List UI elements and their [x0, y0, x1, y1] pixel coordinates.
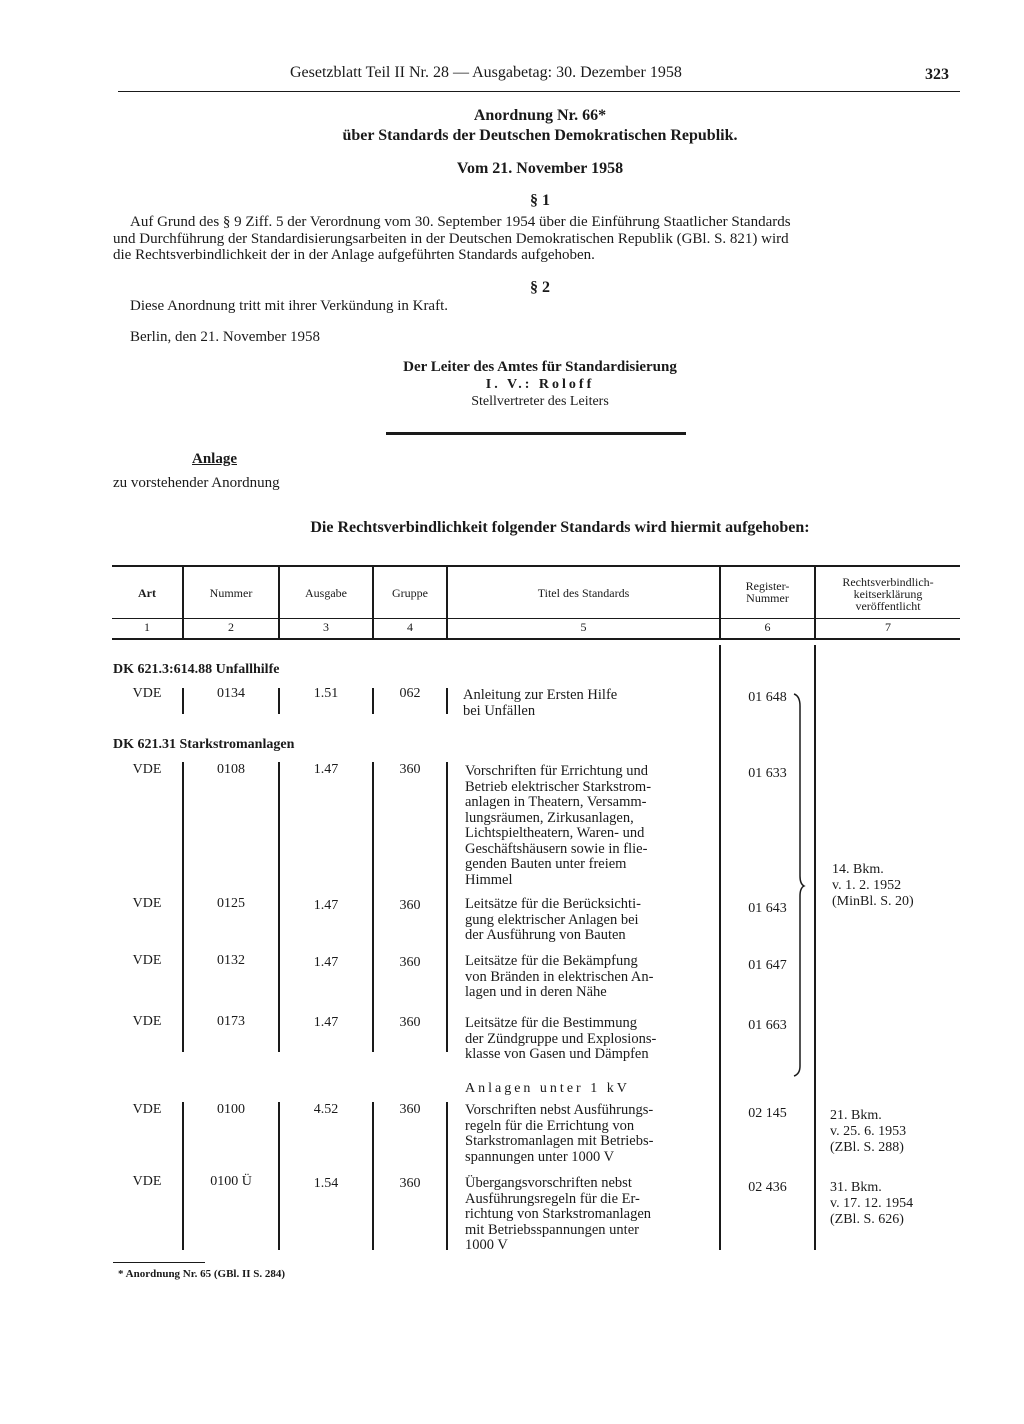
signatory-office: Der Leiter des Amtes für Standardisierung: [403, 359, 677, 375]
table-cell-ausgabe: 1.47: [313, 762, 339, 777]
table-cell-nummer: 0100 Ü: [210, 1174, 252, 1189]
table-row: VDE: [132, 896, 162, 911]
table-top-rule: [112, 565, 960, 567]
group-heading-starkstrom: DK 621.31 Starkstromanlagen: [113, 737, 295, 752]
ordinance-title: Anordnung Nr. 66*: [473, 107, 607, 124]
header-rule: [118, 91, 960, 92]
publication-note: 14. Bkm. v. 1. 2. 1952 (MinBl. S. 20): [832, 862, 914, 909]
table-cell-gruppe: 360: [399, 1015, 421, 1030]
table-cell-nummer: 0125: [217, 896, 245, 911]
table-header-rule: [112, 618, 960, 619]
table-cell-gruppe: 360: [399, 762, 421, 777]
table-row: VDE: [132, 953, 162, 968]
table-cell-titel: Vorschriften nebst Ausführungs- regeln für die Errichtung von Starkstromanlagen mit Betriebs- spannungen unter 1000 V: [465, 1102, 654, 1165]
table-cell-titel: Leitsätze für die Bekämpfung von Bränden in elektrischen An- lagen und in deren Nähe: [465, 953, 654, 1000]
group2-col-sep-4: [446, 762, 448, 1052]
ordinance-date: Vom 21. November 1958: [456, 160, 624, 177]
table-cell-nummer: 0100: [217, 1102, 245, 1117]
col-header-veroeffentlicht: Rechtsverbindlich- keitserklärung veröffentlicht: [842, 575, 934, 613]
table-row: VDE: [132, 1174, 162, 1189]
table-colnum-rule: [112, 638, 960, 640]
col-header-ausgabe: Ausgabe: [305, 586, 347, 600]
place-date: Berlin, den 21. November 1958: [130, 329, 320, 345]
table-cell-nummer: 0134: [217, 686, 245, 701]
table-cell-titel: Vorschriften für Errichtung und Betrieb elektrischer Starkstrom- anlagen in Theatern, Versamm- lungsräumen, Zirkusanlagen, Lichtspieltheatern, Waren- und Geschäftshäusern sowie in flie- genden Bauten unter freiem Himmel: [465, 763, 652, 888]
table-cell-ausgabe: 4.52: [313, 1102, 339, 1117]
footnote-rule: [113, 1262, 205, 1263]
brace-bracket: [792, 690, 808, 1080]
table-cell-gruppe: 360: [399, 1176, 421, 1191]
table-cell-ausgabe: 1.47: [313, 1015, 339, 1030]
table-cell-gruppe: 360: [399, 1102, 421, 1117]
group-heading-unfallhilfe: DK 621.3:614.88 Unfallhilfe: [113, 662, 280, 677]
table-cell-nummer: 0108: [217, 762, 245, 777]
table-cell-nummer: 0173: [217, 1014, 245, 1029]
table-cell-gruppe: 360: [399, 898, 421, 913]
ordinance-subtitle: über Standards der Deutschen Demokratischen Republik.: [342, 127, 738, 144]
col-header-titel: Titel des Standards: [537, 586, 630, 600]
table-cell-register: 02 436: [748, 1180, 787, 1195]
annex-label: Anlage: [192, 451, 237, 467]
col-number-4: 4: [407, 620, 413, 634]
signatory-name: I. V.: Roloff: [485, 377, 595, 392]
table-cell-ausgabe: 1.51: [313, 686, 339, 701]
col-number-5: 5: [580, 620, 587, 634]
table-row: VDE: [132, 1014, 162, 1029]
table-cell-register: 01 663: [748, 1018, 787, 1033]
lowgroup-col-sep-4: [446, 1102, 448, 1250]
table-cell-ausgabe: 1.54: [313, 1176, 339, 1191]
col-number-3: 3: [323, 620, 329, 634]
section-2-text: Diese Anordnung tritt mit ihrer Verkündung in Kraft.: [130, 298, 449, 314]
table-cell-ausgabe: 1.47: [313, 898, 339, 913]
page-number: 323: [925, 66, 949, 83]
signatory-role: Stellvertreter des Leiters: [471, 394, 609, 409]
table-row: VDE: [132, 1102, 162, 1117]
table-title: Die Rechtsverbindlichkeit folgender Standards wird hiermit aufgehoben:: [310, 519, 810, 536]
section-1-line-1: Auf Grund des § 9 Ziff. 5 der Verordnung vom 30. September 1954 über die Einführung Staatlicher Standards: [130, 214, 791, 230]
col-number-7: 7: [885, 620, 891, 634]
col-header-nummer: Nummer: [209, 586, 253, 600]
section-1-line-3: die Rechtsverbindlichkeit der in der Anlage aufgeführten Standards aufgehoben.: [113, 247, 595, 263]
table-cell-register: 01 648: [748, 690, 787, 705]
publication-note: 31. Bkm. v. 17. 12. 1954 (ZBl. S. 626): [830, 1180, 914, 1227]
col-header-art: Art: [138, 586, 156, 600]
section-2-mark: § 2: [530, 279, 550, 296]
annex-sublabel: zu vorstehender Anordnung: [113, 475, 280, 491]
table-row: VDE: [132, 686, 162, 701]
footnote: * Anordnung Nr. 65 (GBl. II S. 284): [118, 1268, 286, 1280]
publication-note: 21. Bkm. v. 25. 6. 1953 (ZBl. S. 288): [830, 1108, 907, 1155]
table-cell-ausgabe: 1.47: [313, 955, 339, 970]
table-cell-titel: Leitsätze für die Berücksichti- gung elektrischer Anlagen bei der Ausführung von Bauten: [465, 896, 641, 943]
table-cell-register: 02 145: [748, 1106, 787, 1121]
body-col-sep-register: [719, 645, 721, 1250]
subgroup-heading: Anlagen unter 1 kV: [465, 1081, 630, 1096]
table-cell-register: 01 643: [748, 901, 787, 916]
section-1-mark: § 1: [530, 192, 550, 209]
table-cell-register: 01 633: [748, 766, 787, 781]
running-title: Gesetzblatt Teil II Nr. 28 — Ausgabetag: 30. Dezember 1958: [290, 64, 682, 81]
col-number-2: 2: [228, 620, 234, 634]
table-cell-nummer: 0132: [217, 953, 245, 968]
table-cell-titel: Leitsätze für die Bestimmung der Zündgruppe und Explosions- klasse von Gasen und Dämpfen: [465, 1015, 657, 1062]
table-cell-titel: Übergangsvorschriften nebst Ausführungsregeln für die Er- richtung von Starkstromanlagen mit Betriebsspannungen unter 1000 V: [465, 1175, 652, 1253]
col-header-register: Register- Nummer: [745, 579, 790, 605]
table-cell-titel: Anleitung zur Ersten Hilfe bei Unfällen: [463, 687, 618, 719]
table-cell-register: 01 647: [748, 958, 787, 973]
section-1-line-2: und Durchführung der Standardisierungsarbeiten in der Deutschen Demokratischen Republik (GBl. S. 821) wird: [113, 231, 789, 247]
table-cell-gruppe: 062: [399, 686, 421, 701]
body-col-sep-notes: [814, 645, 816, 1250]
separator-rule: [386, 432, 686, 435]
row-sep: [446, 688, 448, 714]
table-cell-gruppe: 360: [399, 955, 421, 970]
col-number-1: 1: [144, 620, 150, 634]
table-row: VDE: [132, 762, 162, 777]
col-number-6: 6: [764, 620, 771, 634]
col-header-gruppe: Gruppe: [392, 586, 428, 600]
